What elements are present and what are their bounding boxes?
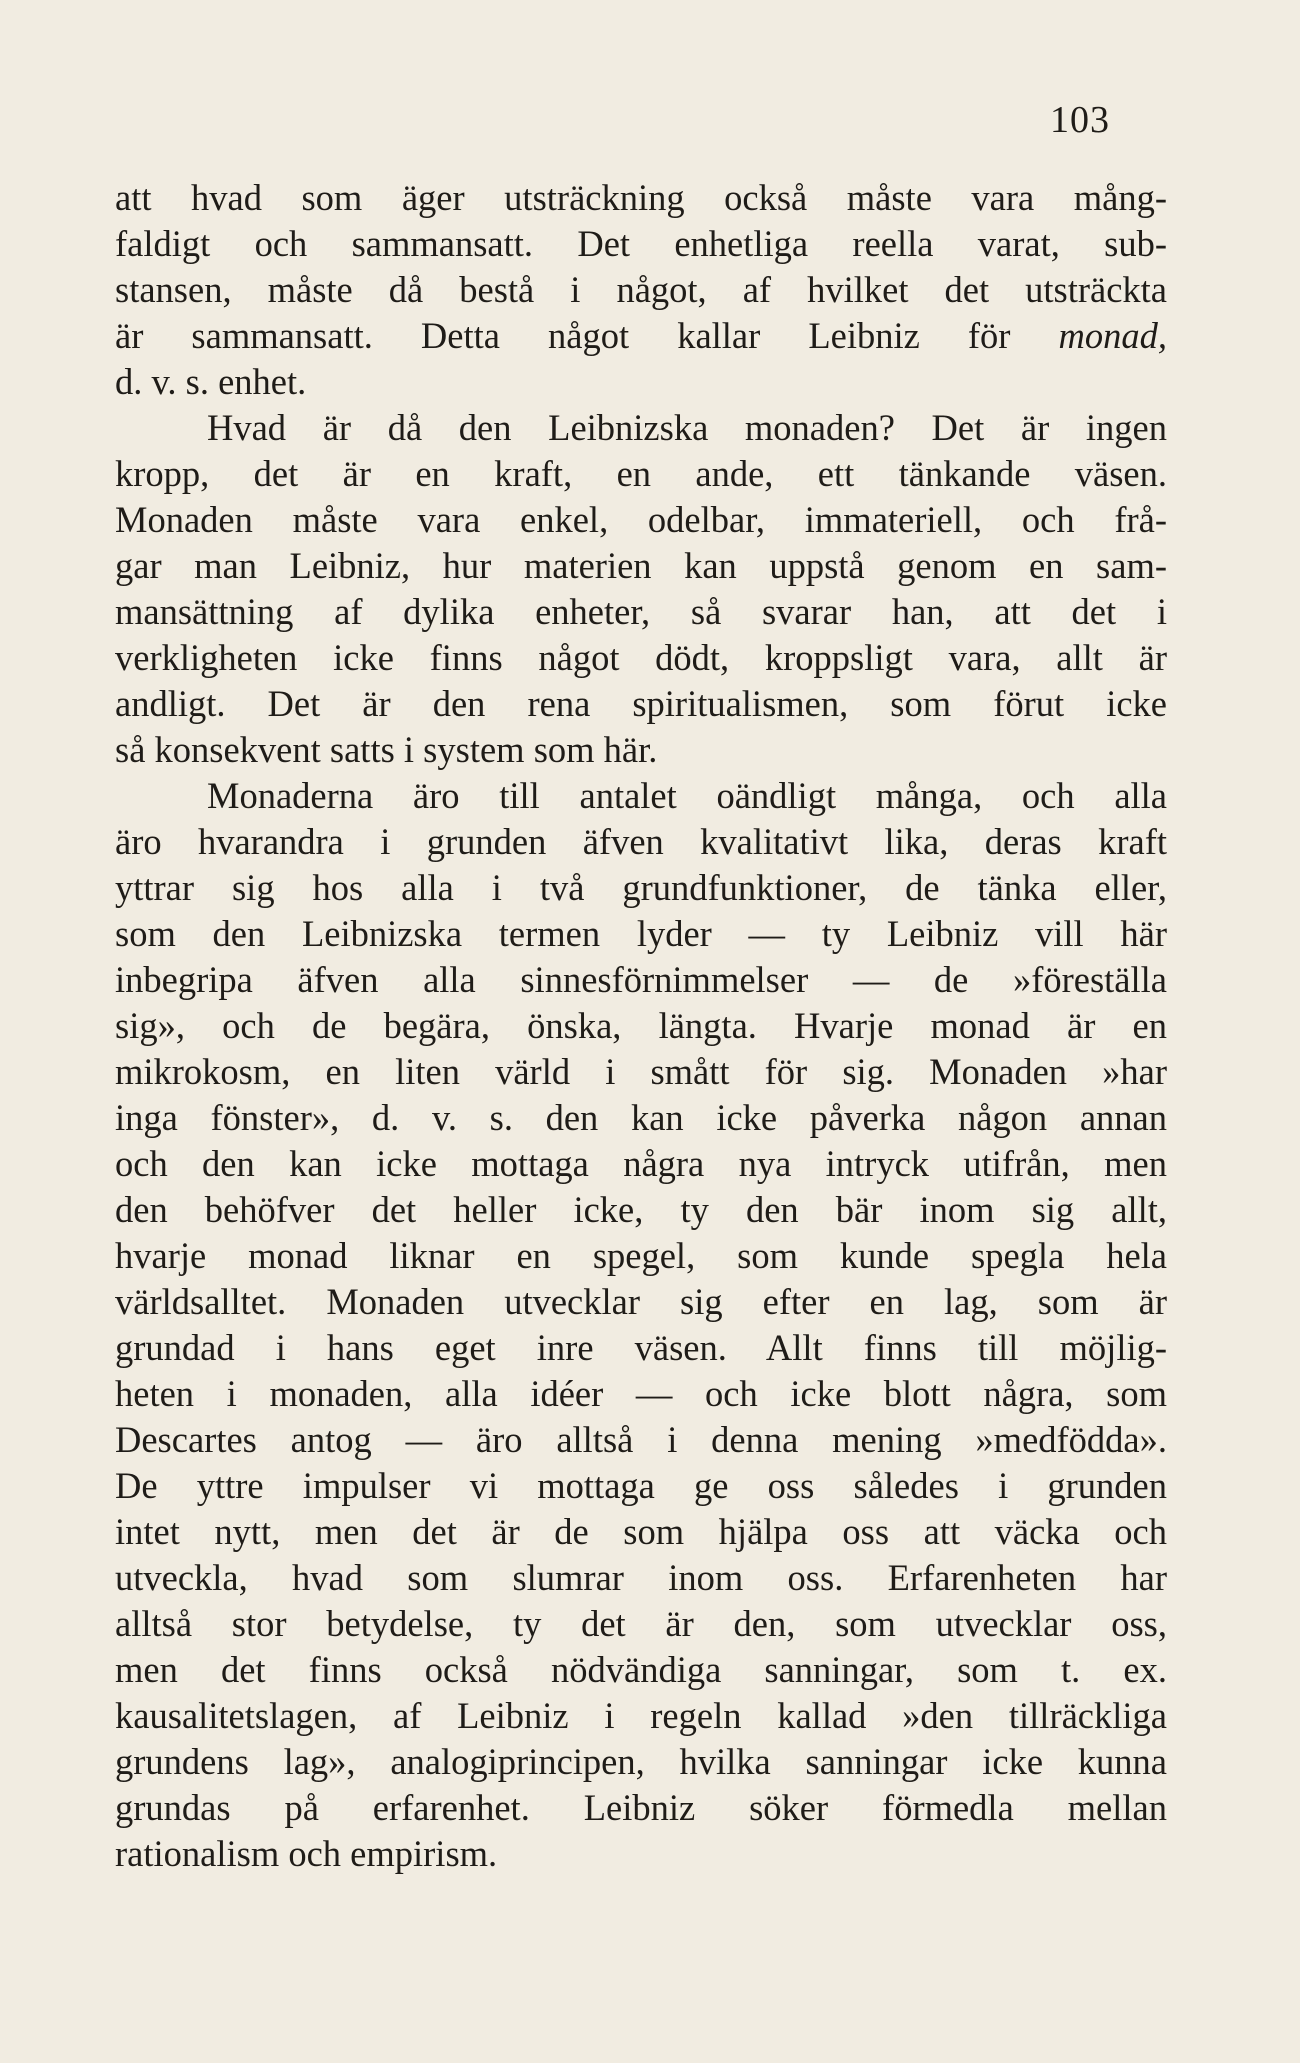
text-line xyxy=(115,1555,1167,1601)
text-line-content: Descartes antog — äro alltså i denna mening »medfödda». xyxy=(115,1419,1167,1460)
text-line-content: kausalitetslagen, af Leibniz i regeln kallad »den tillräckliga xyxy=(115,1695,1167,1736)
text-line-content: gar man Leibniz, hur materien kan uppstå genom en sam- xyxy=(115,545,1167,586)
text-line-content: alltså stor betydelse, ty det är den, som utvecklar oss, xyxy=(115,1603,1167,1644)
text-line xyxy=(115,681,1167,727)
text-line-content: yttrar sig hos alla i två grundfunktioner, de tänka eller, xyxy=(115,867,1167,908)
text-line-content: hvarje monad liknar en spegel, som kunde spegla hela xyxy=(115,1235,1167,1276)
text-line xyxy=(115,1647,1167,1693)
text-line xyxy=(115,911,1167,957)
text-line-content: som den Leibnizska termen lyder — ty Leibniz vill här xyxy=(115,913,1167,954)
text-line-content: mansättning af dylika enheter, så svarar han, att det i xyxy=(115,591,1167,632)
text-line xyxy=(115,359,1167,405)
text-line xyxy=(115,1095,1167,1141)
text-line-content: andligt. Det är den rena spiritualismen, som förut icke xyxy=(115,683,1167,724)
text-line xyxy=(115,1187,1167,1233)
emphasized-term: monad, xyxy=(1058,315,1167,356)
text-line-content: verkligheten icke finns något dödt, kroppsligt vara, allt är xyxy=(115,637,1167,678)
text-line-content: De yttre impulser vi mottaga ge oss således i grunden xyxy=(115,1465,1167,1506)
text-line xyxy=(115,267,1167,313)
text-line xyxy=(115,957,1167,1003)
text-line xyxy=(115,1463,1167,1509)
text-line-content: Monaderna äro till antalet oändligt många, och alla xyxy=(207,775,1167,816)
body-text xyxy=(115,175,1167,1877)
text-line xyxy=(115,1601,1167,1647)
text-line-content: inga fönster», d. v. s. den kan icke påverka någon annan xyxy=(115,1097,1167,1138)
text-line-content: mikrokosm, en liten värld i smått för sig. Monaden »har xyxy=(115,1051,1167,1092)
text-line xyxy=(115,1233,1167,1279)
text-line xyxy=(115,1371,1167,1417)
text-line-content: Hvad är då den Leibnizska monaden? Det är ingen xyxy=(207,407,1167,448)
text-line-content: utveckla, hvad som slumrar inom oss. Erfarenheten har xyxy=(115,1557,1167,1598)
text-line xyxy=(115,1739,1167,1785)
text-line xyxy=(115,543,1167,589)
text-line-content: d. v. s. enhet. xyxy=(115,361,307,402)
text-line-content: grundad i hans eget inre väsen. Allt finns till möjlig- xyxy=(115,1327,1167,1368)
text-line xyxy=(115,1003,1167,1049)
text-line-content: att hvad som äger utsträckning också måste vara mång- xyxy=(115,177,1167,218)
text-line-content: heten i monaden, alla idéer — och icke blott några, som xyxy=(115,1373,1167,1414)
text-line-content: äro hvarandra i grunden äfven kvalitativt lika, deras kraft xyxy=(115,821,1167,862)
text-line xyxy=(115,1831,1167,1877)
text-line xyxy=(115,451,1167,497)
text-line xyxy=(115,727,1167,773)
text-line-content: den behöfver det heller icke, ty den bär inom sig allt, xyxy=(115,1189,1167,1230)
text-line xyxy=(115,865,1167,911)
page-number: 103 xyxy=(1050,99,1110,141)
text-line-content: rationalism och empirism. xyxy=(115,1833,498,1874)
text-line-content: och den kan icke mottaga några nya intryck utifrån, men xyxy=(115,1143,1167,1184)
text-line xyxy=(115,1785,1167,1831)
text-line xyxy=(115,1417,1167,1463)
text-line-content: så konsekvent satts i system som här. xyxy=(115,729,658,770)
text-line-content: världsalltet. Monaden utvecklar sig efter en lag, som är xyxy=(115,1281,1167,1322)
text-line-content: faldigt och sammansatt. Det enhetliga reella varat, sub- xyxy=(115,223,1167,264)
text-line-content: intet nytt, men det är de som hjälpa oss att väcka och xyxy=(115,1511,1167,1552)
text-line xyxy=(115,221,1167,267)
text-line-content: sig», och de begära, önska, längta. Hvarje monad är en xyxy=(115,1005,1167,1046)
text-line xyxy=(115,497,1167,543)
text-line-content: kropp, det är en kraft, en ande, ett tänkande väsen. xyxy=(115,453,1167,494)
text-line xyxy=(115,405,1167,451)
text-line xyxy=(115,1279,1167,1325)
text-line-content: grundas på erfarenhet. Leibniz söker förmedla mellan xyxy=(115,1787,1167,1828)
text-line-content: men det finns också nödvändiga sanningar, som t. ex. xyxy=(115,1649,1167,1690)
text-line-content: är sammansatt. Detta något kallar Leibniz för xyxy=(115,315,1059,356)
text-line xyxy=(115,313,1167,359)
text-line-content: inbegripa äfven alla sinnesförnimmelser — de »föreställa xyxy=(115,959,1167,1000)
text-line xyxy=(115,819,1167,865)
text-line xyxy=(115,589,1167,635)
text-line xyxy=(115,635,1167,681)
text-line xyxy=(115,1325,1167,1371)
text-line xyxy=(115,773,1167,819)
text-line-content: stansen, måste då bestå i något, af hvilket det utsträckta xyxy=(115,269,1167,310)
text-line xyxy=(115,175,1167,221)
text-line xyxy=(115,1509,1167,1555)
text-line-content: Monaden måste vara enkel, odelbar, immateriell, och frå- xyxy=(115,499,1167,540)
text-line xyxy=(115,1049,1167,1095)
text-line xyxy=(115,1693,1167,1739)
text-line-content: grundens lag», analogiprincipen, hvilka sanningar icke kunna xyxy=(115,1741,1167,1782)
text-line xyxy=(115,1141,1167,1187)
